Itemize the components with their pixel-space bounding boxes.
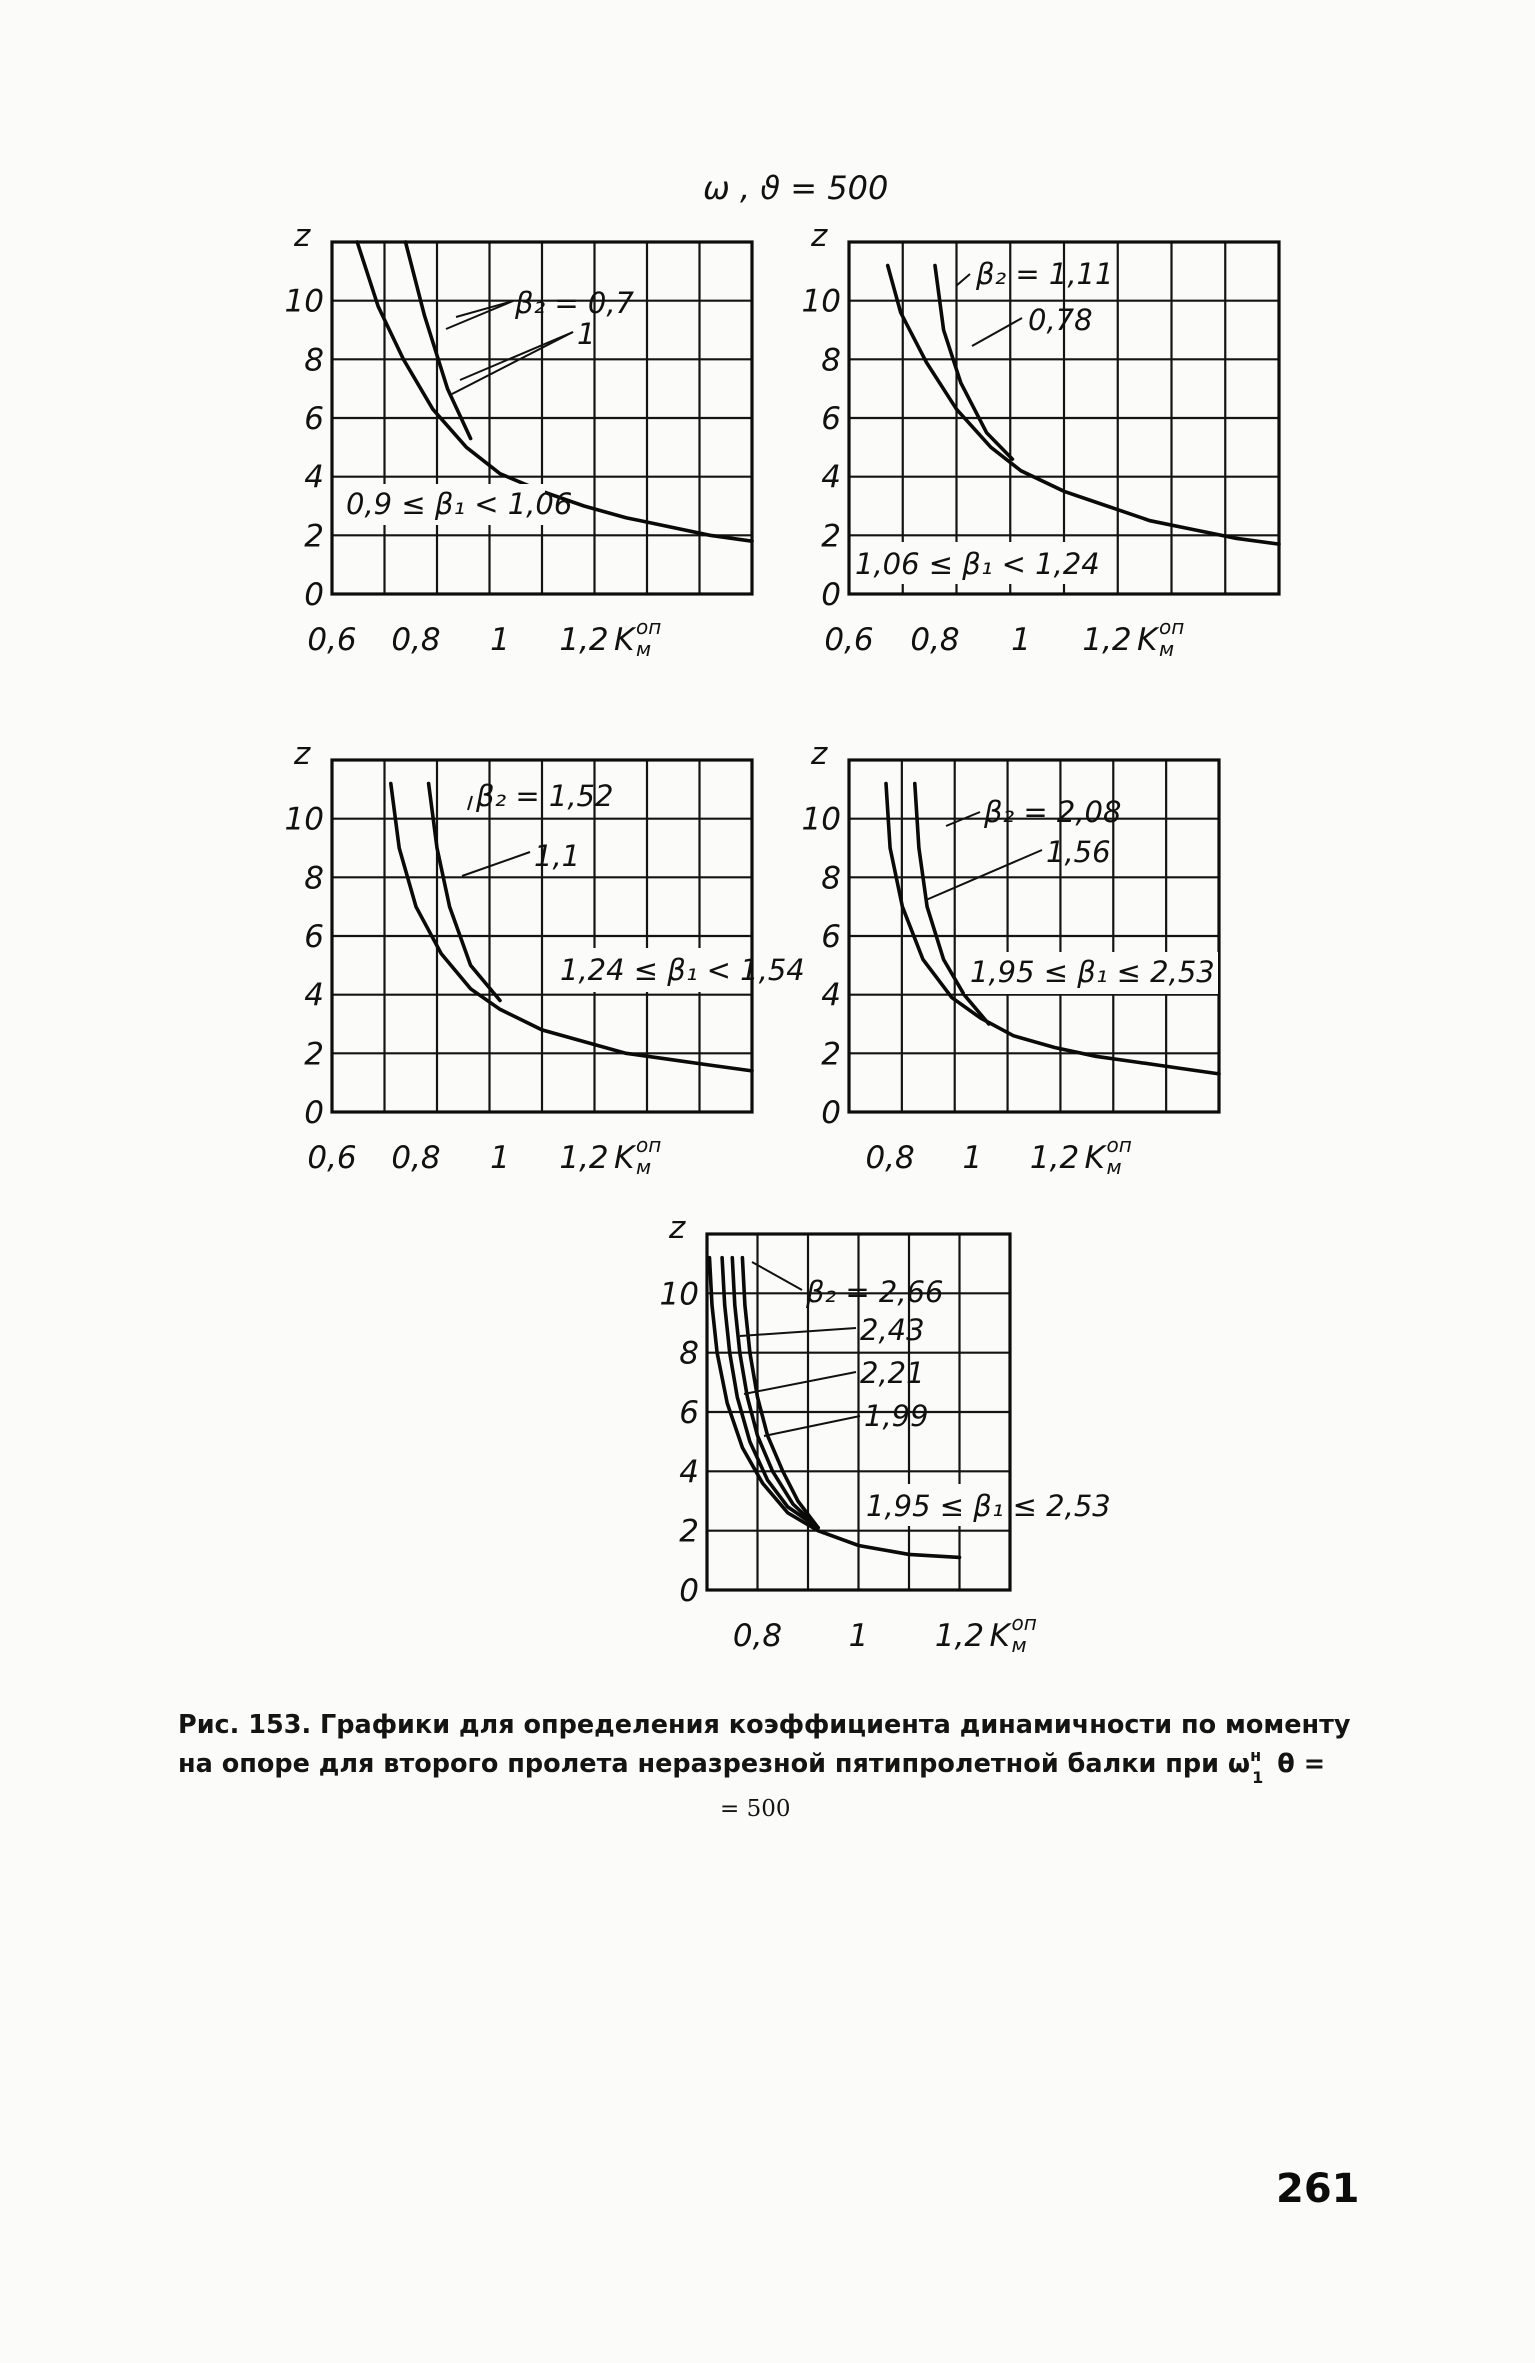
curve-label: β₂ = 0,7 bbox=[515, 286, 634, 320]
y-tick-label: 6 bbox=[821, 401, 841, 437]
beta1-range-label: 1,06 ≤ β₁ < 1,24 bbox=[855, 547, 1100, 581]
y-tick-label: 10 bbox=[284, 283, 324, 320]
x-axis-sub: м bbox=[1106, 1155, 1122, 1179]
leader-line bbox=[752, 1262, 802, 1290]
y-tick-label: 10 bbox=[659, 1276, 699, 1313]
x-axis-symbol: K bbox=[989, 1618, 1010, 1654]
x-tick-label: 1 bbox=[848, 1618, 869, 1654]
x-tick-label: 1,2 bbox=[1029, 1140, 1080, 1176]
x-axis-sub: м bbox=[636, 637, 652, 661]
x-axis-sup: оп bbox=[1011, 1611, 1037, 1635]
curve-label: 0,78 bbox=[1028, 303, 1093, 337]
y-axis-symbol: z bbox=[294, 218, 311, 254]
curve-label: 1,56 bbox=[1046, 835, 1111, 869]
x-axis-symbol: K bbox=[1084, 1140, 1105, 1176]
curve-label: 1 bbox=[577, 317, 596, 351]
leader-line bbox=[956, 274, 970, 286]
x-axis-symbol: K bbox=[614, 622, 635, 658]
x-axis-sub: м bbox=[1011, 1633, 1027, 1657]
leader-line bbox=[972, 318, 1022, 346]
caption-line-2: на опоре для второго пролета неразрезной пятипролетной балки при $\omega^н$ 1 θ = bbox=[178, 1746, 1326, 1787]
x-tick-label: 1 bbox=[490, 1140, 510, 1176]
charts-group bbox=[285, 218, 1279, 1657]
x-axis-sup: оп bbox=[1159, 615, 1185, 639]
x-tick-label: 1 bbox=[962, 1140, 983, 1176]
y-axis-symbol: z bbox=[811, 736, 828, 772]
x-axis-symbol: K bbox=[1137, 622, 1158, 658]
x-tick-label: 0,6 bbox=[307, 622, 357, 658]
y-tick-label: 4 bbox=[821, 459, 841, 496]
y-tick-label: 6 bbox=[304, 919, 324, 955]
y-tick-label: 4 bbox=[304, 459, 324, 496]
leader-line bbox=[460, 332, 573, 380]
chart-p5 bbox=[660, 1210, 1111, 1657]
x-tick-label: 1,2 bbox=[559, 1140, 609, 1176]
x-tick-label: 0,6 bbox=[824, 622, 874, 658]
leader-line bbox=[462, 852, 530, 876]
curve-label: β₂ = 1,52 bbox=[476, 779, 614, 813]
leader-line bbox=[764, 1416, 860, 1436]
x-axis-sup: оп bbox=[636, 615, 662, 639]
x-axis-sub: м bbox=[636, 1155, 652, 1179]
x-tick-label: 0,6 bbox=[307, 1140, 357, 1176]
x-tick-label: 0,8 bbox=[391, 622, 441, 658]
x-tick-label: 1,2 bbox=[559, 622, 609, 658]
y-tick-label: 0 bbox=[679, 1573, 699, 1609]
y-tick-label: 0 bbox=[821, 577, 841, 613]
x-tick-label: 1 bbox=[490, 622, 510, 658]
y-axis-symbol: z bbox=[811, 218, 828, 254]
leader-line bbox=[744, 1372, 856, 1394]
x-tick-label: 1 bbox=[1011, 622, 1031, 658]
y-tick-label: 6 bbox=[304, 401, 324, 437]
caption-line-3: = 500 bbox=[720, 1796, 791, 1822]
y-tick-label: 6 bbox=[821, 919, 841, 955]
chart-p3 bbox=[285, 736, 805, 1179]
y-tick-label: 2 bbox=[821, 1036, 841, 1073]
beta1-range-label: 1,95 ≤ β₁ ≤ 2,53 bbox=[866, 1489, 1111, 1523]
y-tick-label: 2 bbox=[304, 1036, 324, 1073]
y-axis-symbol: z bbox=[669, 1210, 686, 1246]
curve-label: β₂ = 1,11 bbox=[976, 257, 1114, 291]
x-tick-label: 0,8 bbox=[732, 1618, 783, 1654]
leader-line bbox=[452, 332, 573, 394]
y-tick-label: 2 bbox=[821, 518, 841, 555]
y-tick-label: 8 bbox=[304, 342, 324, 379]
figure-header: ω , ϑ = 500 bbox=[703, 169, 889, 207]
x-tick-label: 0,8 bbox=[865, 1140, 915, 1176]
y-tick-label: 0 bbox=[304, 1095, 324, 1131]
chart-p2 bbox=[802, 218, 1279, 661]
beta1-range-label: 0,9 ≤ β₁ < 1,06 bbox=[346, 487, 573, 521]
y-tick-label: 8 bbox=[821, 860, 841, 897]
y-tick-label: 2 bbox=[679, 1513, 699, 1550]
leader-line bbox=[456, 301, 513, 317]
x-tick-label: 0,8 bbox=[910, 622, 960, 658]
curve-label: 1,1 bbox=[534, 839, 581, 873]
chart-p4 bbox=[802, 736, 1219, 1179]
y-tick-label: 2 bbox=[304, 518, 324, 555]
beta1-range-label: 1,24 ≤ β₁ < 1,54 bbox=[560, 953, 805, 987]
y-tick-label: 4 bbox=[679, 1454, 699, 1491]
y-tick-label: 8 bbox=[304, 860, 324, 897]
y-tick-label: 10 bbox=[801, 801, 841, 838]
x-axis-sub: м bbox=[1159, 637, 1175, 661]
y-axis-symbol: z bbox=[294, 736, 311, 772]
y-tick-label: 8 bbox=[679, 1335, 699, 1372]
curve-p3-1 bbox=[391, 784, 752, 1071]
chart-p1 bbox=[285, 218, 752, 661]
y-tick-label: 10 bbox=[801, 283, 841, 320]
y-tick-label: 10 bbox=[284, 801, 324, 838]
x-tick-label: 0,8 bbox=[391, 1140, 441, 1176]
x-axis-symbol: K bbox=[614, 1140, 635, 1176]
leader-line bbox=[926, 850, 1042, 900]
y-tick-label: 4 bbox=[304, 977, 324, 1014]
curve-label: 2,43 bbox=[860, 1313, 925, 1347]
beta1-range-label: 1,95 ≤ β₁ ≤ 2,53 bbox=[970, 955, 1215, 989]
curve-label: β₂ = 2,08 bbox=[984, 795, 1122, 829]
leader-line bbox=[446, 301, 513, 329]
x-axis-sup: оп bbox=[1106, 1133, 1132, 1157]
y-tick-label: 0 bbox=[821, 1095, 841, 1131]
curve-p5-2 bbox=[722, 1258, 818, 1528]
curve-label: 2,21 bbox=[860, 1356, 925, 1390]
caption-line-1: Рис. 153. Графики для определения коэффициента динамичности по моменту bbox=[178, 1710, 1351, 1740]
y-tick-label: 4 bbox=[821, 977, 841, 1014]
y-tick-label: 6 bbox=[679, 1395, 699, 1431]
curve-label: 1,99 bbox=[864, 1399, 929, 1433]
leader-line bbox=[468, 796, 472, 810]
y-tick-label: 8 bbox=[821, 342, 841, 379]
y-tick-label: 0 bbox=[304, 577, 324, 613]
page-number: 261 bbox=[1276, 2166, 1360, 2212]
x-tick-label: 1,2 bbox=[1082, 622, 1132, 658]
curve-label: β₂ = 2,66 bbox=[806, 1275, 944, 1309]
x-tick-label: 1,2 bbox=[934, 1618, 985, 1654]
x-axis-sup: оп bbox=[636, 1133, 662, 1157]
